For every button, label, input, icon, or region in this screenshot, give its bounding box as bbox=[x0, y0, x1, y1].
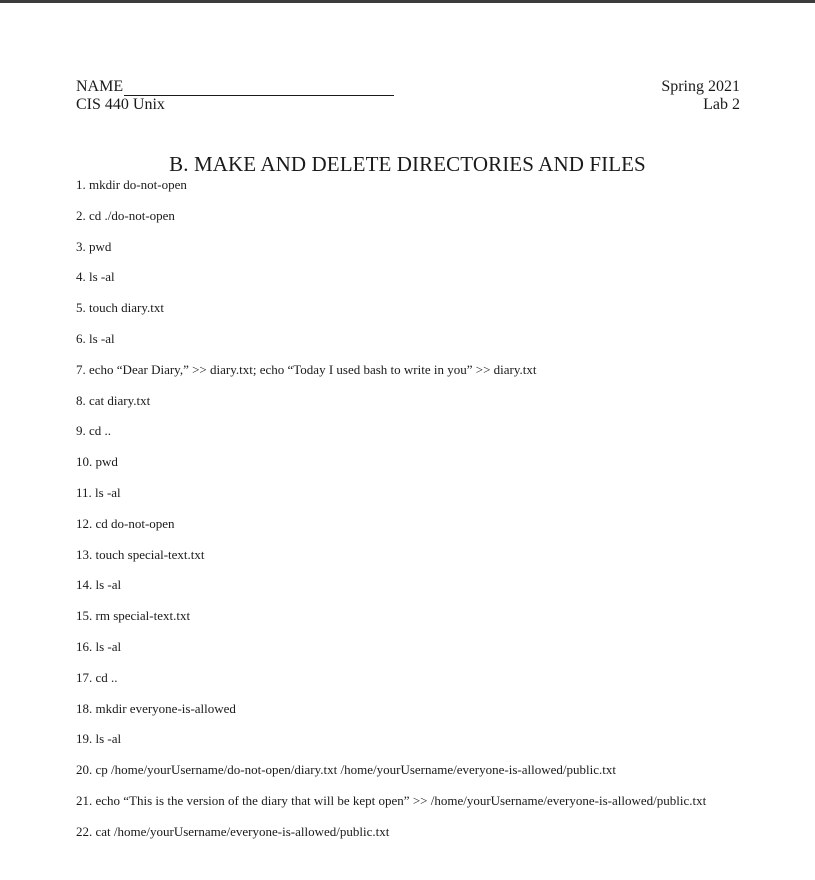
step-item: 9. cd .. bbox=[76, 423, 112, 439]
section-title: B. MAKE AND DELETE DIRECTORIES AND FILES bbox=[169, 152, 646, 176]
step-item: 4. ls -al bbox=[76, 269, 115, 285]
page-top-border bbox=[0, 0, 815, 3]
step-item: 22. cat /home/yourUsername/everyone-is-allowed/public.txt bbox=[76, 823, 390, 839]
step-item: 5. touch diary.txt bbox=[76, 300, 164, 316]
step-item: 13. touch special-text.txt bbox=[76, 546, 205, 562]
step-item: 8. cat diary.txt bbox=[76, 392, 151, 408]
course-label: CIS 440 Unix bbox=[76, 96, 165, 113]
step-item: 6. ls -al bbox=[76, 330, 115, 346]
step-item: 7. echo “Dear Diary,” >> diary.txt; echo “Today I used bash to write in you” >> diary.txt bbox=[76, 361, 537, 377]
step-item: 11. ls -al bbox=[76, 484, 121, 500]
header-right bbox=[661, 78, 740, 114]
step-item: 1. mkdir do-not-open bbox=[76, 177, 187, 192]
step-item: 2. cd ./do-not-open bbox=[76, 207, 175, 223]
step-item: 10. pwd bbox=[76, 454, 118, 470]
step-item: 17. cd .. bbox=[76, 669, 118, 685]
step-item: 20. cp /home/yourUsername/do-not-open/diary.txt /home/yourUsername/everyone-is-allowed/public.txt bbox=[76, 762, 616, 778]
step-item: 19. ls -al bbox=[76, 731, 122, 747]
step-item: 16. ls -al bbox=[76, 638, 122, 654]
step-item: 15. rm special-text.txt bbox=[76, 608, 191, 624]
name-label: NAME bbox=[76, 78, 124, 95]
name-blank-line bbox=[124, 80, 394, 96]
steps-list bbox=[76, 177, 706, 855]
header-left bbox=[76, 78, 394, 114]
step-item: 14. ls -al bbox=[76, 577, 122, 593]
step-item: 3. pwd bbox=[76, 238, 112, 254]
step-item: 21. echo “This is the version of the diary that will be kept open” >> /home/yourUsername/everyone-is-allowed/public.txt bbox=[76, 792, 707, 808]
lab-label: Lab 2 bbox=[703, 96, 740, 113]
step-item: 18. mkdir everyone-is-allowed bbox=[76, 700, 236, 716]
term-label: Spring 2021 bbox=[661, 78, 740, 95]
name-field bbox=[76, 78, 394, 96]
step-item: 12. cd do-not-open bbox=[76, 515, 175, 531]
